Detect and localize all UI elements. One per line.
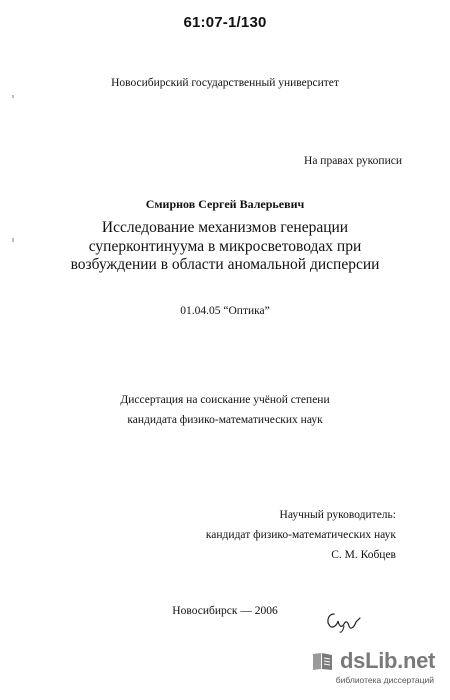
signature-icon	[324, 608, 364, 634]
degree-line: кандидата физико-математических наук	[127, 414, 323, 426]
dslib-logo-icon	[310, 650, 336, 672]
scientific-advisor	[206, 505, 396, 565]
university-name: Новосибирский государственный университет	[111, 77, 339, 89]
city-year: Новосибирск — 2006	[172, 605, 278, 617]
specialty-code: 01.04.05 “Оптика”	[180, 305, 270, 317]
degree-statement	[0, 390, 450, 430]
advisor-line: кандидат физико-математических наук	[205, 529, 396, 541]
title-line: возбуждении в области аномальной дисперсии	[70, 256, 380, 273]
document-code: 61:07-1/130	[183, 14, 267, 31]
advisor-line: С. М. Кобцев	[331, 549, 396, 561]
watermark-logo-text: dsLib.net	[340, 648, 436, 673]
watermark-subtitle: библиотека диссертаций	[335, 675, 434, 685]
advisor-line: Научный руководитель:	[279, 509, 396, 521]
title-line: Исследование механизмов генерации	[101, 219, 349, 236]
scan-mark	[12, 95, 14, 98]
dissertation-title	[0, 219, 450, 275]
title-line: суперконтинуума в микросветоводах при	[88, 237, 362, 255]
author-name: Смирнов Сергей Валерьевич	[145, 197, 305, 211]
rights-notice: На правах рукописи	[304, 155, 402, 167]
watermark-logo-row	[310, 650, 440, 672]
degree-line: Диссертация на соискание учёной степени	[120, 394, 330, 406]
dslib-watermark	[310, 650, 440, 692]
